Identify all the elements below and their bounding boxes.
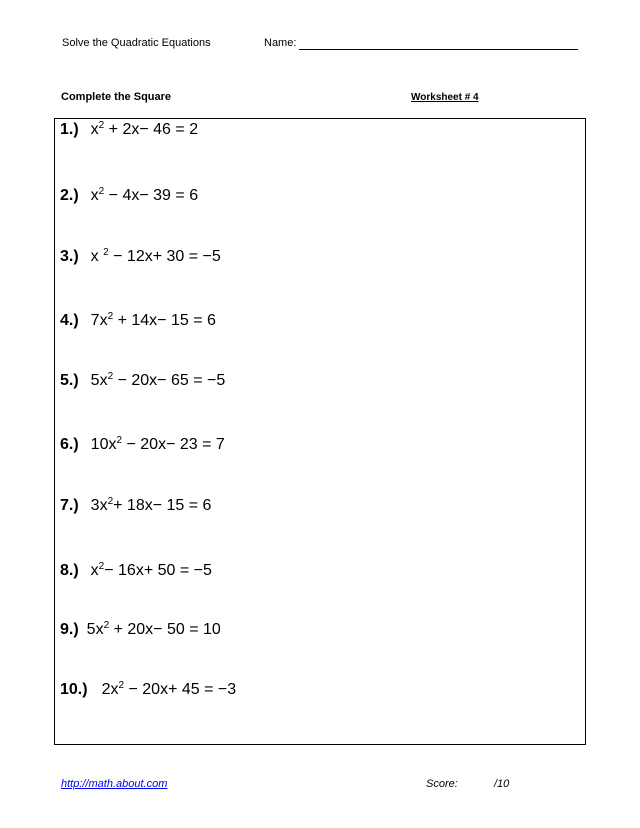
worksheet-heading: Solve the Quadratic Equations [62,37,211,49]
problem-number: 8.) [60,562,79,579]
problem-10 [60,681,236,699]
score-label: Score: [426,778,458,790]
problem-number: 1.) [60,121,79,138]
problem-8 [60,562,212,580]
section-title: Complete the Square [61,91,172,103]
problem-number: 4.) [60,312,79,329]
problem-number: 7.) [60,497,79,514]
name-entry-line[interactable] [299,49,578,50]
problem-equation: x $^2$ − 12x+ 30 = −5 [90,247,221,265]
problem-number: 6.) [60,436,79,453]
problem-equation: $5x^2 + 20x- 50 = 10$ [86,620,221,638]
problem-equation: $10x^2 - 20x- 23 = 7$ [90,435,225,453]
problem-2 [60,187,198,205]
problem-equation: $2x^2 - 20x+ 45 = -3$ [101,680,237,698]
problem-box [54,118,586,745]
problem-1 [60,121,198,139]
problem-7 [60,497,211,515]
problem-4 [60,312,216,330]
name-label: Name: [264,37,297,49]
problem-6 [60,436,225,454]
problem-number: 3.) [60,248,79,265]
problem-number: 2.) [60,187,79,204]
problem-5 [60,372,225,390]
problem-equation: $5x^2 - 20x- 65 = -5$ [90,371,226,389]
worksheet-number: Worksheet # 4 [411,92,479,103]
footer-link[interactable]: http://math.about.com [61,778,168,790]
problem-3 [60,248,221,266]
problem-equation: $x^2 + 2x- 46 = 2$ [90,120,199,138]
problem-number: 9.) [60,621,79,638]
problem-equation: $7x^2 + 14x- 15 = 6$ [90,311,216,329]
problem-number: 10.) [60,681,88,698]
problem-equation: $3x^2+ 18x- 15 = 6$ [90,496,212,514]
problem-9 [60,621,221,639]
score-total: /10 [494,778,510,790]
problem-number: 5.) [60,372,79,389]
problem-equation: $x^2- 16x+ 50 = -5$ [90,561,212,579]
problem-equation: $x^2 - 4x- 39 = 6$ [90,186,199,204]
